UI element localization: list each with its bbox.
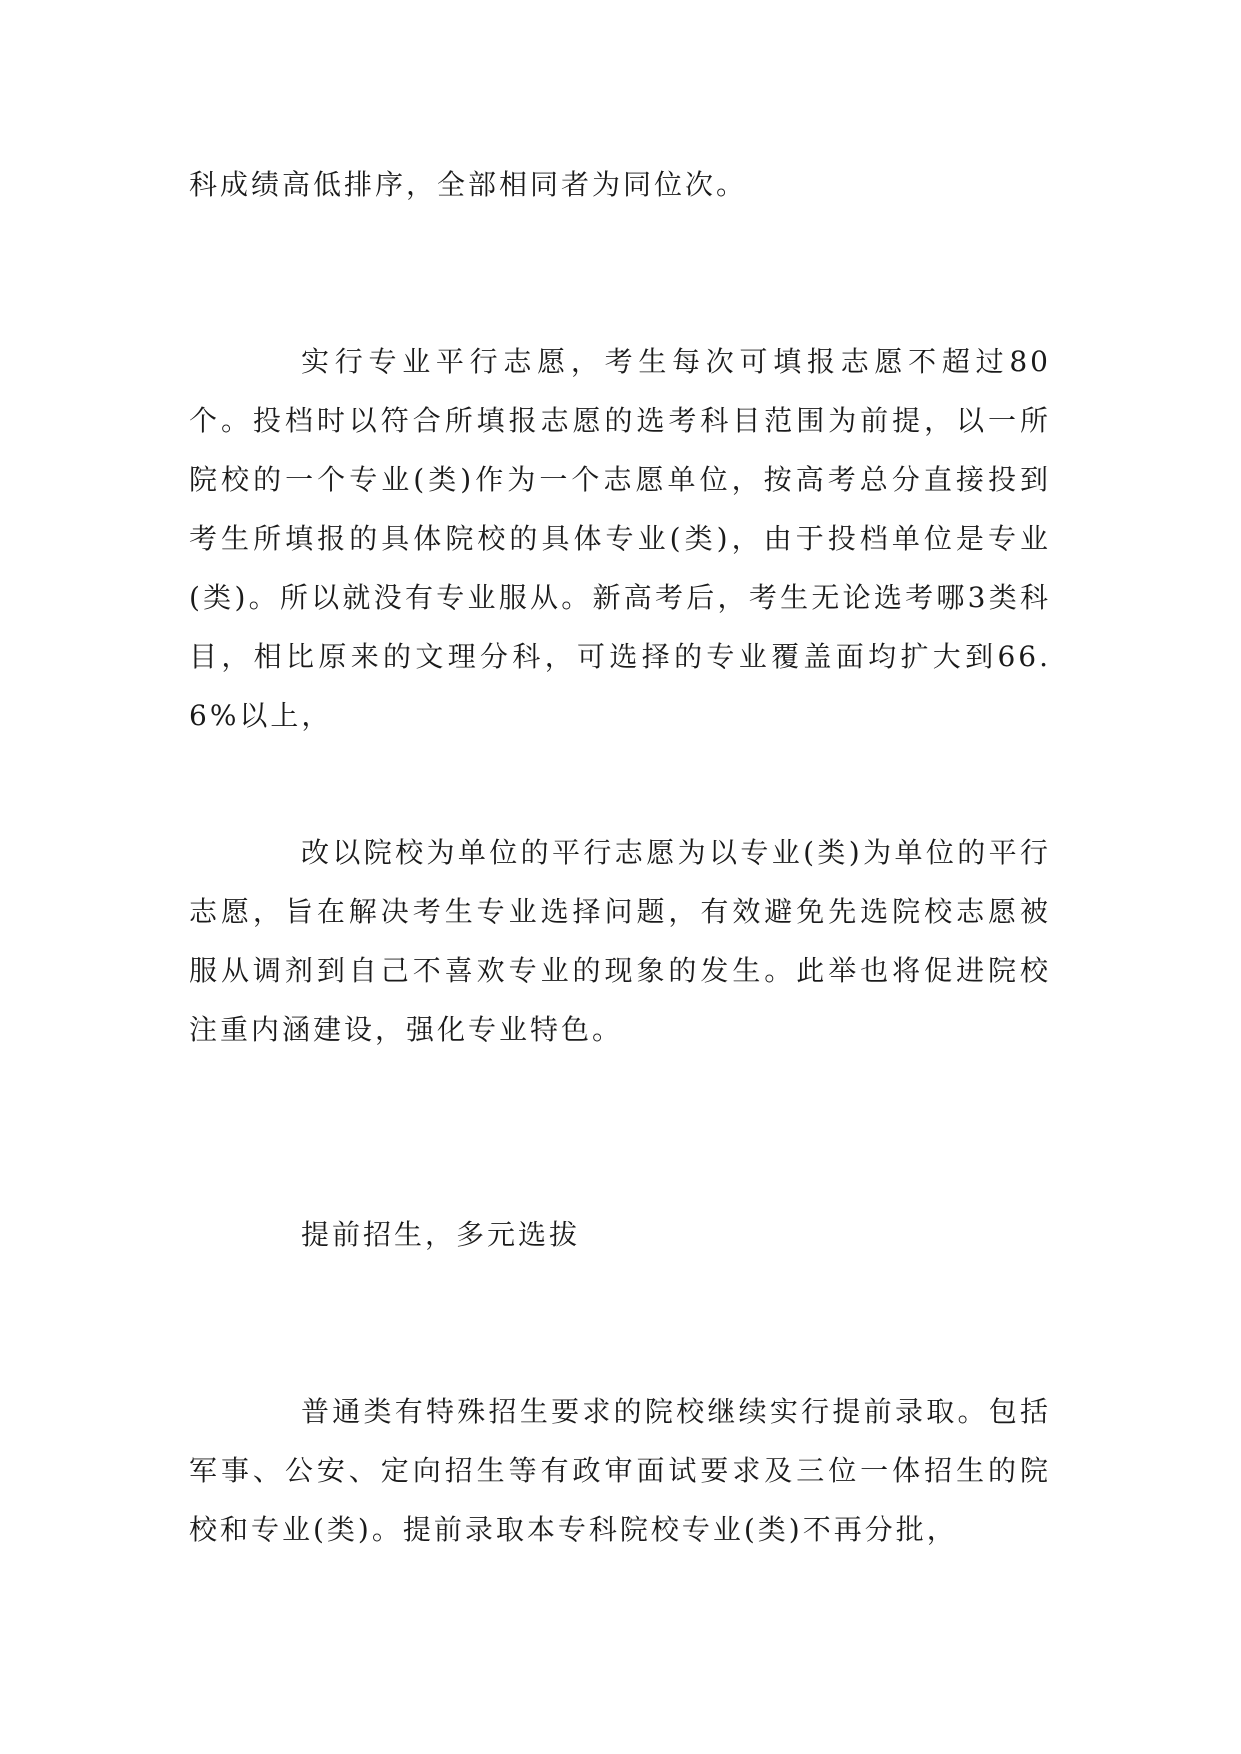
paragraph-continuation: 科成绩高低排序，全部相同者为同位次。 xyxy=(189,168,748,201)
paragraph-major-unit: 改以院校为单位的平行志愿为以专业(类)为单位的平行志愿，旨在解决考生专业选择问题，有效避免先选院校志愿被服从调剂到自己不喜欢专业的现象的发生。此举也将促进院校注重内涵建设，强化专业特色。 xyxy=(189,836,1051,1046)
paragraph-parallel-volunteer: 实行专业平行志愿，考生每次可填报志愿不超过80个。投档时以符合所填报志愿的选考科目范围为前提，以一所院校的一个专业(类)作为一个志愿单位，按高考总分直接投到考生所填报的具体院校的具体专业(类)，由于投档单位是专业(类)。所以就没有专业服从。新高考后，考生无论选考哪3类科目，相比原来的文理分科，可选择的专业覆盖面均扩大到66.6%以上， xyxy=(189,345,1051,732)
paragraph-early-admission: 普通类有特殊招生要求的院校继续实行提前录取。包括军事、公安、定向招生等有政审面试要求及三位一体招生的院校和专业(类)。提前录取本专科院校专业(类)不再分批， xyxy=(189,1395,1051,1546)
section-heading: 提前招生，多元选拔 xyxy=(301,1218,581,1251)
